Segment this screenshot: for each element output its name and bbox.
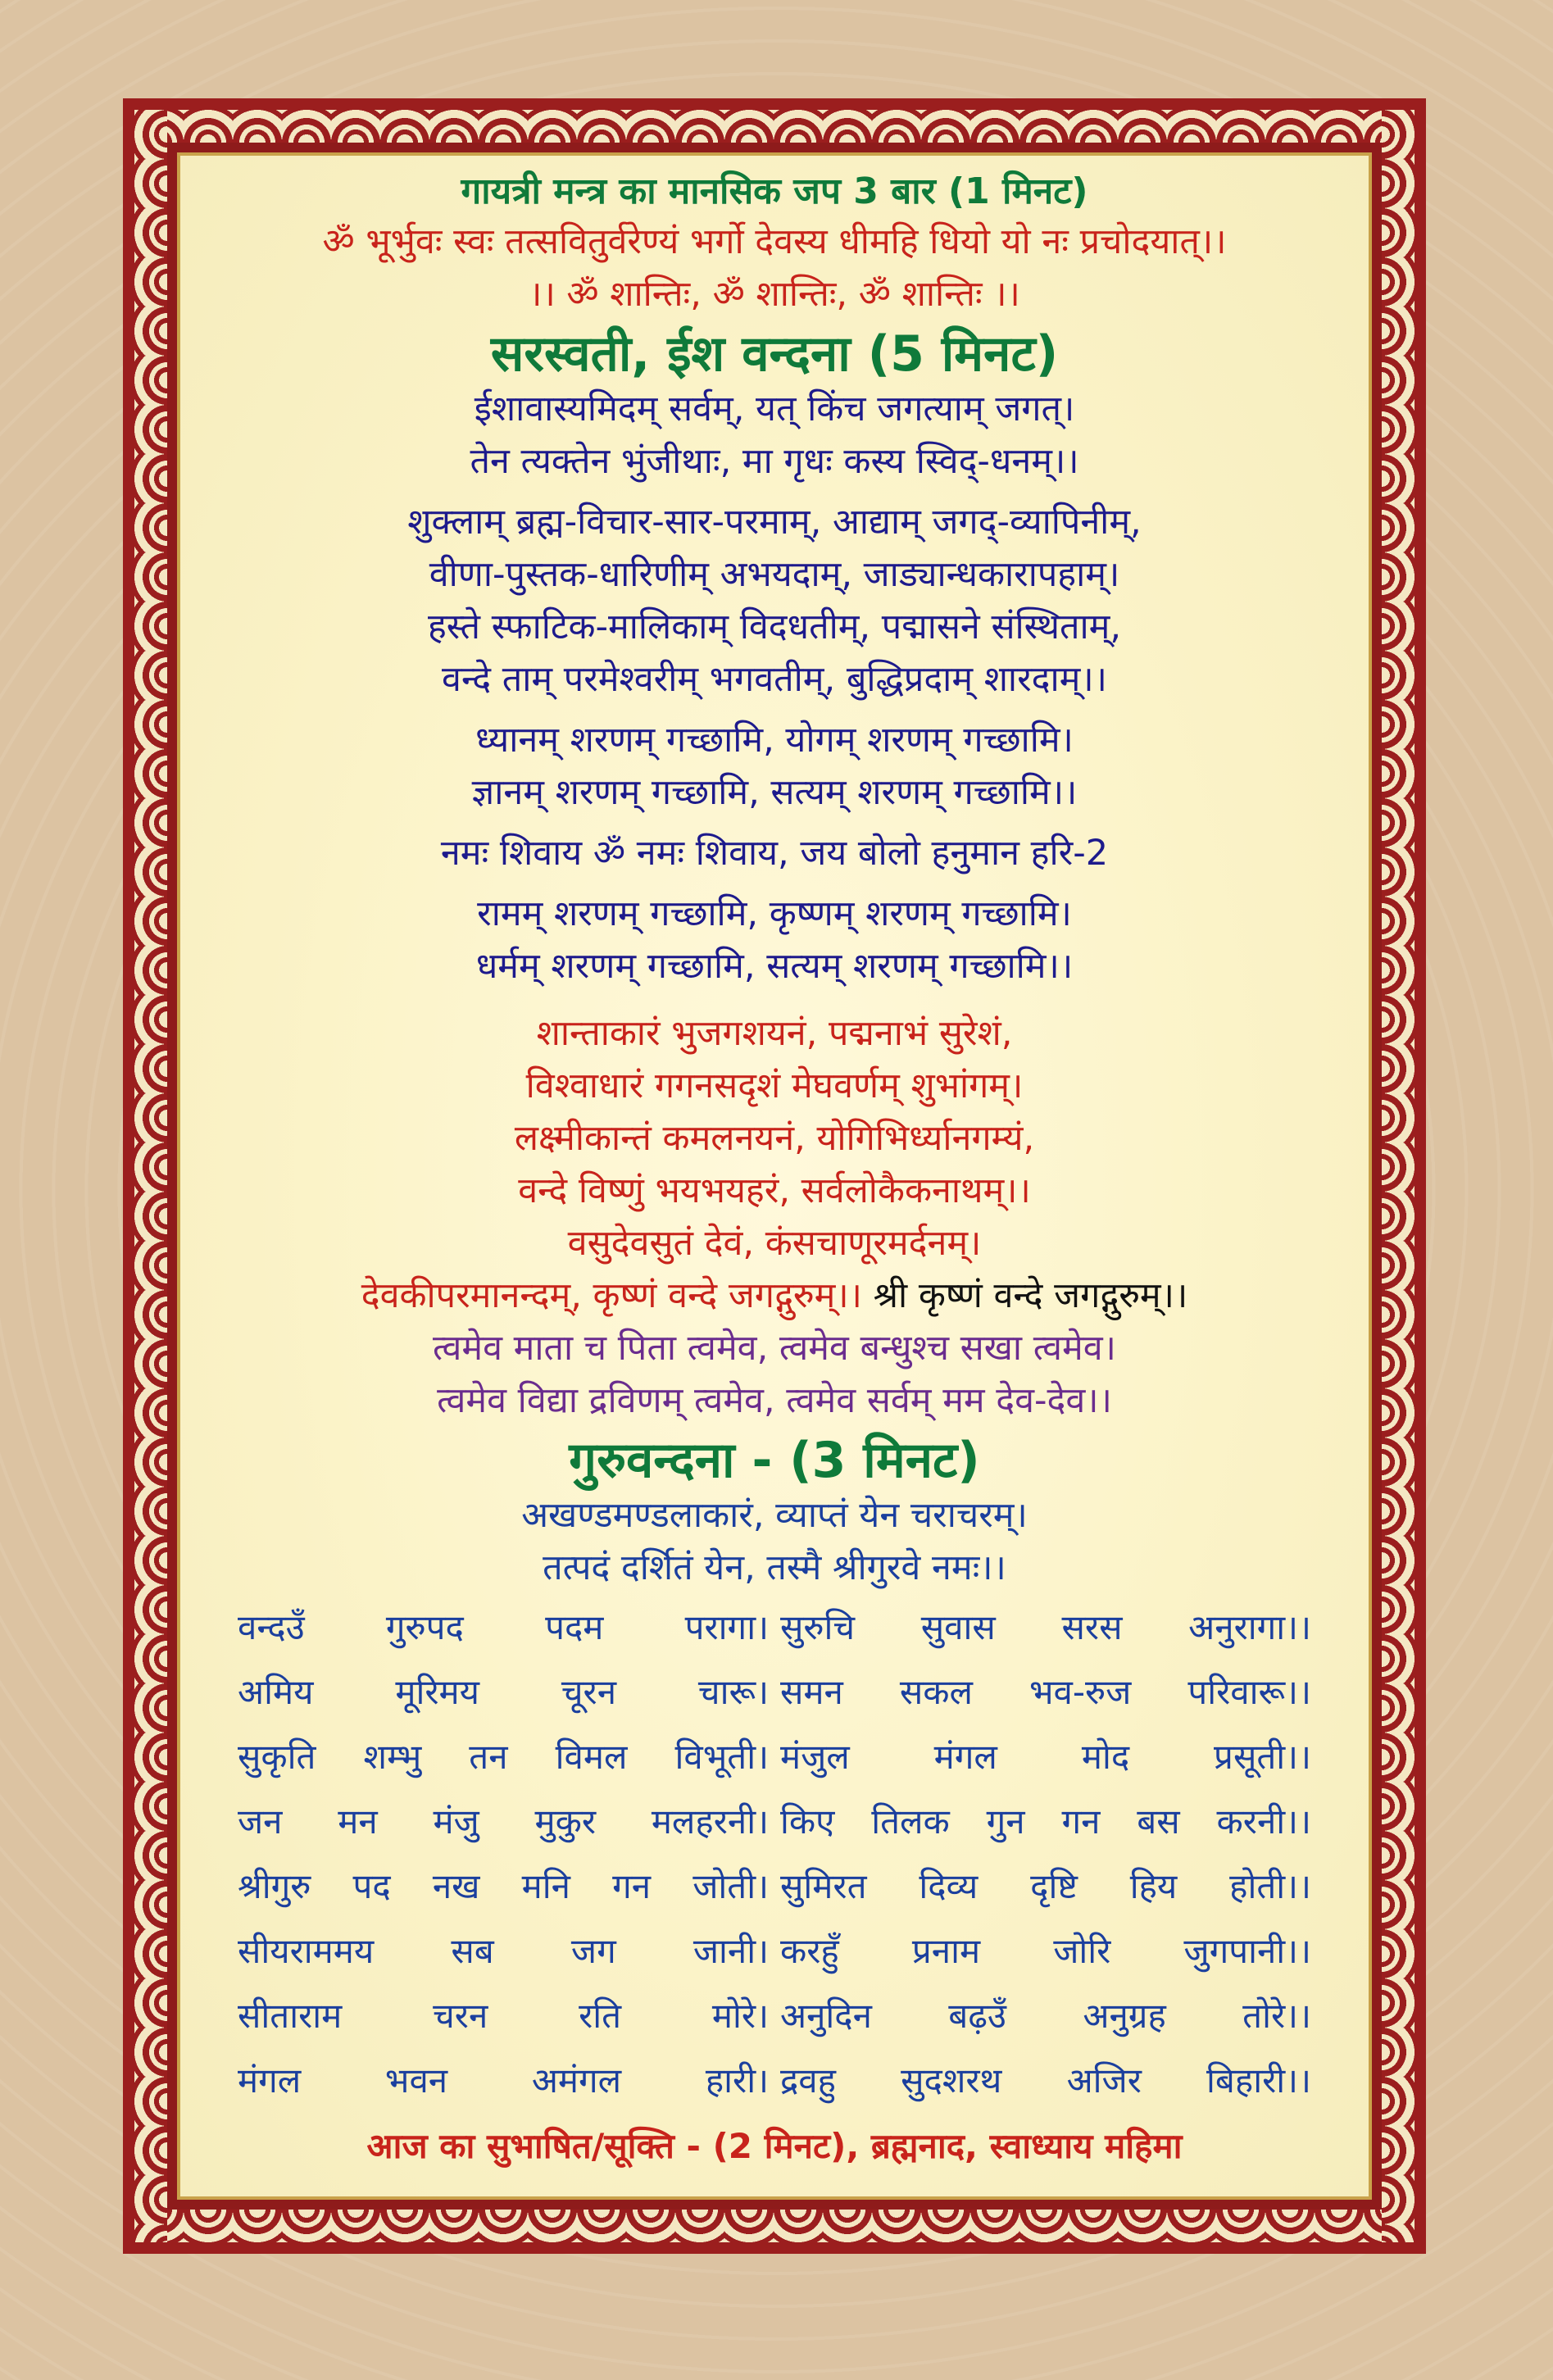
akhanda-line-1: अखण्डमण्डलाकारं, व्याप्तं येन चराचरम्।	[521, 1495, 1028, 1536]
frame-border-right	[1382, 110, 1415, 2242]
devaki-line	[213, 1275, 1336, 1316]
devaki-red-part: देवकीपरमानन्दम्, कृष्णं वन्दे जगद्गुरुम्।।	[361, 1275, 862, 1316]
chaupai-1a: वन्दउँ गुरुपद पदम परागा।	[238, 1607, 769, 1647]
chaupai-3b: मंजुल मंगल मोद प्रसूती।।	[780, 1737, 1311, 1777]
content-panel	[177, 152, 1372, 2200]
shanta-line-1: शान्ताकारं भुजगशयनं, पद्मनाभं सुरेशं,	[536, 1013, 1013, 1054]
shuklam-line-1: शुक्लाम् ब्रह्म-विचार-सार-परमाम्, आद्याम् जगद्-व्यापिनीम्,	[407, 502, 1142, 543]
shanti-line: ।। ॐ शान्तिः, ॐ शान्तिः, ॐ शान्तिः ।।	[529, 274, 1020, 315]
chaupai-8a: मंगल भवन अमंगल हारी।	[238, 2060, 769, 2101]
ramam-line-1: रामम् शरणम् गच्छामि, कृष्णम् शरणम् गच्छामि।	[477, 893, 1072, 934]
saraswati-heading: सरस्वती, ईश वन्दना (5 मिनट)	[490, 325, 1059, 383]
guru-chaupai-grid	[238, 1603, 1311, 2121]
frame-border-bottom	[134, 2210, 1415, 2242]
chaupai-2a: अमिय मूरिमय चूरन चारू।	[238, 1672, 769, 1712]
chaupai-5a: श्रीगुरु पद नख मनि गन जोती।	[238, 1866, 769, 1906]
devaki-black-part: श्री कृष्णं वन्दे जगद्गुरुम्।।	[861, 1275, 1188, 1316]
chaupai-7b: अनुदिन बढ़उँ अनुग्रह तोरे।।	[780, 1996, 1311, 2036]
chaupai-5b: सुमिरत दिव्य दृष्टि हिय होती।।	[780, 1866, 1311, 1906]
chaupai-2b: समन सकल भव-रुज परिवारू।।	[780, 1672, 1311, 1712]
shuklam-line-4: वन्दे ताम् परमेश्वरीम् भगवतीम्, बुद्धिप्रदाम् शारदाम्।।	[442, 659, 1107, 700]
shanta-line-2: विश्वाधारं गगनसदृशं मेघवर्णम् शुभांगम्।	[525, 1065, 1024, 1106]
shanta-line-4: वन्दे विष्णुं भयभयहरं, सर्वलोकैकनाथम्।।	[518, 1170, 1031, 1211]
ornamental-frame	[123, 98, 1426, 2254]
tvameva-line-2: त्वमेव विद्या द्रविणम् त्वमेव, त्वमेव सर्वम् मम देव-देव।।	[437, 1380, 1112, 1421]
shanta-line-3: लक्ष्मीकान्तं कमलनयनं, योगिभिर्ध्यानगम्यं,	[514, 1118, 1035, 1159]
isha-line-2: तेन त्यक्तेन भुंजीथाः, मा गृधः कस्य स्विद्-धनम्।।	[470, 441, 1079, 482]
chaupai-8b: द्रवहु सुदशरथ अजिर बिहारी।।	[780, 2060, 1311, 2101]
gayatri-mantra: ॐ भूर्भुवः स्वः तत्सवितुर्वरेण्यं भर्गो देवस्य धीमहि धियो यो नः प्रचोदयात्।।	[322, 221, 1227, 262]
shuklam-line-3: हस्ते स्फाटिक-मालिकाम् विदधतीम्, पद्मासने संस्थिताम्,	[427, 606, 1122, 647]
ramam-line-2: धर्मम् शरणम् गच्छामि, सत्यम् शरणम् गच्छामि।।	[475, 946, 1074, 987]
chaupai-7a: सीताराम चरन रति मोरे।	[238, 1996, 769, 2036]
chaupai-6b: करहुँ प्रनाम जोरि जुगपानी।।	[780, 1931, 1311, 1971]
shuklam-line-2: वीणा-पुस्तक-धारिणीम् अभयदाम्, जाड्यान्धकारापहाम्।	[429, 554, 1120, 595]
isha-line-1: ईशावास्यमिदम् सर्वम्, यत् किंच जगत्याम् जगत्।	[474, 388, 1075, 429]
dhyanam-line-1: ध्यानम् शरणम् गच्छामि, योगम् शरणम् गच्छामि।	[475, 720, 1074, 761]
chaupai-4b: किए तिलक गुन गन बस करनी।।	[780, 1801, 1311, 1842]
gayatri-heading: गायत्री मन्त्र का मानसिक जप 3 बार (1 मिनट)	[461, 170, 1088, 212]
chaupai-3a: सुकृति शम्भु तन विमल विभूती।	[238, 1737, 769, 1777]
guru-heading: गुरुवन्दना - (3 मिनट)	[569, 1432, 980, 1489]
akhanda-line-2: तत्पदं दर्शितं येन, तस्मै श्रीगुरवे नमः।।	[543, 1547, 1006, 1588]
namah-shivaya-line: नमः शिवाय ॐ नमः शिवाय, जय बोलो हनुमान हरि-2	[440, 833, 1109, 874]
chaupai-1b: सुरुचि सुवास सरस अनुरागा।।	[780, 1607, 1311, 1647]
chaupai-4a: जन मन मंजु मुकुर मलहरनी।	[238, 1801, 769, 1842]
dhyanam-line-2: ज्ञानम् शरणम् गच्छामि, सत्यम् शरणम् गच्छामि।।	[471, 772, 1078, 813]
shanta-line-5: वसुदेवसुतं देवं, कंसचाणूरमर्दनम्।	[567, 1223, 982, 1264]
chaupai-6a: सीयराममय सब जग जानी।	[238, 1931, 769, 1971]
footer-note: आज का सुभाषित/सूक्ति - (2 मिनट), ब्रह्मनाद, स्वाध्याय महिमा	[366, 2126, 1183, 2166]
frame-border-top	[134, 110, 1415, 143]
frame-border-left	[134, 110, 167, 2242]
tvameva-line-1: त्वमेव माता च पिता त्वमेव, त्वमेव बन्धुश्च सखा त्वमेव।	[433, 1328, 1116, 1369]
